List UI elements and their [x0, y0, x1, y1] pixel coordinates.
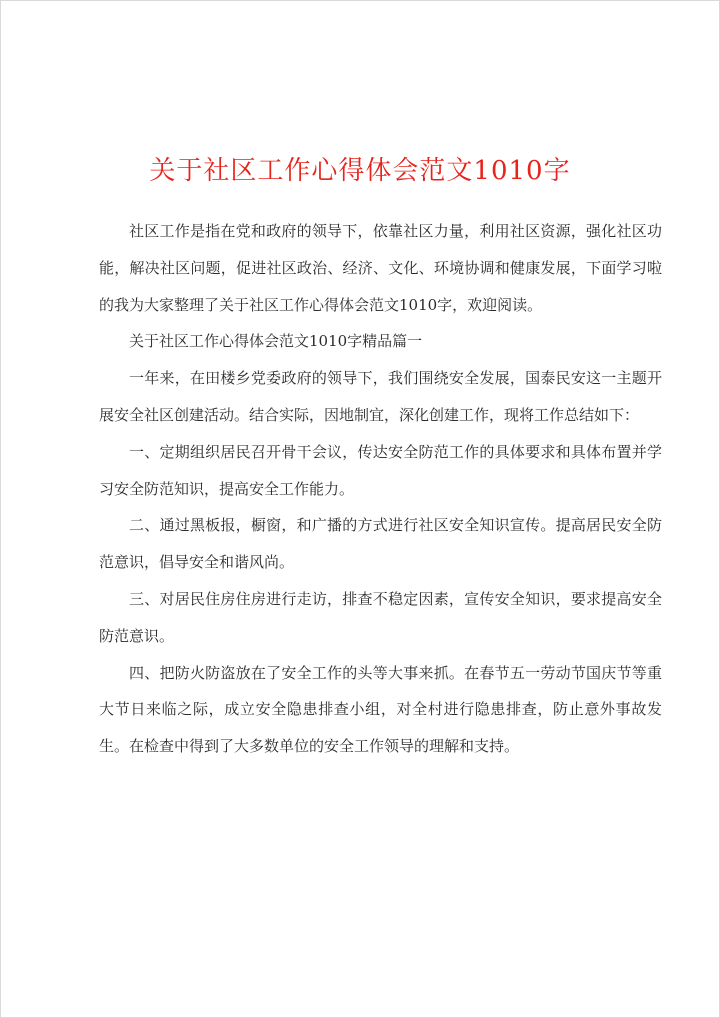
document-body [99, 213, 662, 765]
paragraph-overview: 一年来，在田楼乡党委政府的领导下，我们围绕安全发展，国泰民安这一主题开展安全社区创建活动。结合实际，因地制宜，深化创建工作，现将工作总结如下： [99, 369, 662, 424]
paragraph-item-4: 四、把防火防盗放在了安全工作的头等大事来抓。在春节五一劳动节国庆节等重大节日来临之际，成立安全隐患排查小组，对全村进行隐患排查，防止意外事故发生。在检查中得到了大多数单位的安全工作领导的理解和支持。 [99, 663, 662, 756]
paragraph-item-1: 一、定期组织居民召开骨干会议，传达安全防范工作的具体要求和具体布置并学习安全防范知识，提高安全工作能力。 [99, 442, 662, 498]
paragraph-section-heading: 关于社区工作心得体会范文1010字精品篇一 [129, 332, 423, 351]
paragraph-item-3: 三、对居民住房住房进行走访，排查不稳定因素，宣传安全知识，要求提高安全防范意识。 [99, 589, 662, 645]
paragraph-item-2: 二、通过黑板报，橱窗，和广播的方式进行社区安全知识宣传。提高居民安全防范意识，倡导安全和谐风尚。 [99, 516, 662, 572]
paragraph-intro: 社区工作是指在党和政府的领导下，依靠社区力量，利用社区资源，强化社区功能，解决社区问题，促进社区政治、经济、文化、环境协调和健康发展，下面学习啦的我为大家整理了关于社区工作心得体会范文1010字，欢迎阅读。 [99, 222, 662, 314]
document-title: 关于社区工作心得体会范文1010字 [149, 156, 571, 186]
